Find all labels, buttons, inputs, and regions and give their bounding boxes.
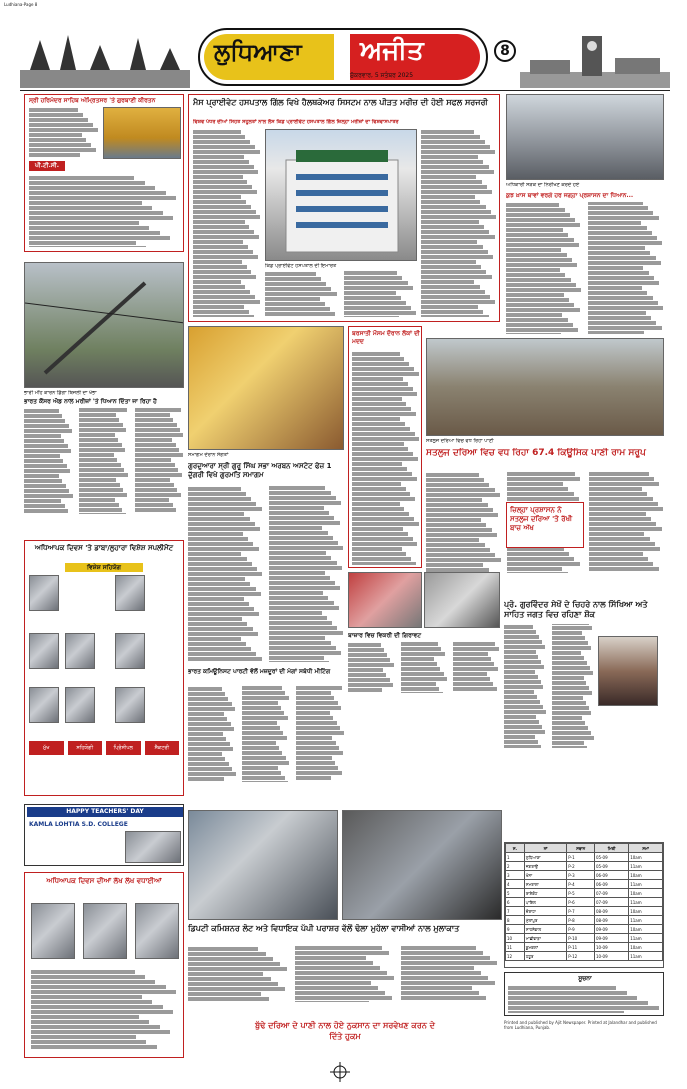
table-header-row xyxy=(506,844,663,853)
table-cell: 11am xyxy=(629,916,663,925)
table-cell: 10am xyxy=(629,943,663,952)
masthead-right-illustration xyxy=(520,30,670,88)
college-photo xyxy=(125,831,181,863)
bottom-headline: ਬੁੱਢੇ ਦਰਿਆ ਦੇ ਪਾਣੀ ਨਾਲ ਹੋਏ ਨੁਕਸਾਨ ਦਾ ਸਰਵੇਖਣ ਕਰਨ ਦੇ ਦਿੱਤੇ ਹੁਕਮ xyxy=(255,1021,435,1041)
pole-caption: ਭਾਰੀ ਮੀਂਹ ਕਾਰਨ ਡਿੱਗਾ ਬਿਜਲੀ ਦਾ ਖੰਭਾ xyxy=(24,390,97,396)
gurmat-headline: ਗੁਰਦੁਆਰਾ ਸ੍ਰੀ ਗੁਰੂ ਸਿੰਘ ਸਭਾ ਅਰਬਨ ਅਸਟੇਟ ਫੇਜ਼ 1 ਦੁੱਗਰੀ ਵਿਖੇ ਗੁਰਮਤਿ ਸਮਾਗਮ xyxy=(188,462,332,479)
table-row xyxy=(506,916,663,925)
lead-body-right xyxy=(421,129,497,317)
table-cell: 09-09 xyxy=(595,934,629,943)
table-cell: P-1 xyxy=(567,853,595,862)
table-cell: 11am xyxy=(629,898,663,907)
table-cell: 06-09 xyxy=(595,880,629,889)
deputy-photo-1 xyxy=(188,810,338,920)
masthead-title-box xyxy=(198,28,488,86)
table-row xyxy=(506,952,663,961)
table-row xyxy=(506,880,663,889)
portrait-5 xyxy=(115,633,145,669)
schedule-table xyxy=(505,843,663,961)
officials-photo xyxy=(506,94,664,180)
deputy-headline: ਡਿਪਟੀ ਕਮਿਸ਼ਨਰ ਲੋਟ ਅਤੇ ਵਿਧਾਇਕ ਪੱਪੀ ਪਰਾਸ਼ਰ ਵੱਲੋਂ ਢੋਲਾ ਮੁਹੱਲਾ ਵਾਸੀਆਂ ਨਾਲ ਮੁਲਾਕਾਤ xyxy=(188,924,460,933)
table-cell: 11 xyxy=(506,943,525,952)
table-cell: P-6 xyxy=(567,898,595,907)
deputy-photo-2 xyxy=(342,810,502,920)
lead-body-bottom xyxy=(265,271,417,317)
table-row xyxy=(506,934,663,943)
portrait-1 xyxy=(29,575,59,611)
officials-headline: ਕੁਝ ਖ਼ਾਸ ਥਾਵਾਂ ਵਰਗੇ ਹਰ ਜਗ੍ਹਾ ਪ੍ਰਸ਼ਾਸਨ ਦਾ ਧਿਆਨ... xyxy=(506,192,634,199)
table-cell: P-8 xyxy=(567,916,595,925)
lead-subhead: ਵਿਸ਼ਵ ਪੱਧਰ ਦੀਆਂ ਸਿਹਤ ਸਹੂਲਤਾਂ ਨਾਲ ਲੈਸ ਕਿਡ ਪ੍ਰਾਈਵੇਟ ਹਸਪਤਾਲ ਗਿੱਲ ਜ਼ਿਲ੍ਹਾ ਮਰੀਜ਼ਾਂ ਦਾ ਵਿਸ਼ਵਾਸਪਾਤਰ xyxy=(193,119,399,125)
golden-temple-photo xyxy=(103,107,181,159)
market-photo-1 xyxy=(348,572,422,628)
flood-sidebar-headline: ਬਰਸਾਤੀ ਮੌਸਮ ਦੌਰਾਨ ਲੋਕਾਂ ਦੀ ਮਦਦ xyxy=(352,330,420,345)
masthead-date: ਸ਼ੁੱਕਰਵਾਰ, 5 ਸਤੰਬਰ 2025 xyxy=(350,72,414,79)
table-cell: 10-09 xyxy=(595,943,629,952)
officials-body xyxy=(506,202,664,334)
lead-body-left xyxy=(193,129,261,317)
golden-temple-schedule xyxy=(29,175,179,247)
supplement-tile: ਪ੍ਰਿੰਸੀਪਲ xyxy=(106,741,141,755)
table-cell: ਹਠੂਰ xyxy=(524,952,566,961)
golden-temple-headline: ਸ੍ਰੀ ਹਰਿਮੰਦਰ ਸਾਹਿਬ ਅੰਮ੍ਰਿਤਸਰ 'ਤੇ ਗੁਰਬਾਣੀ ਕੀਰਤਨ xyxy=(29,97,156,104)
table-row xyxy=(506,907,663,916)
table-cell: 8 xyxy=(506,916,525,925)
table-cell: P-10 xyxy=(567,934,595,943)
table-row xyxy=(506,943,663,952)
admin-box-text: ਜ਼ਿਲ੍ਹਾ ਪ੍ਰਸ਼ਾਸਨ ਨੇ ਸਤਲੁਜ ਦਰਿਆ 'ਤੇ ਰੱਖੀ ਬਾਜ਼ ਅੱਖ xyxy=(510,506,573,532)
coaching-portrait-1 xyxy=(31,903,75,959)
page-number: 8 xyxy=(494,40,516,62)
schedule-table-box xyxy=(504,842,664,968)
registration-mark xyxy=(330,1062,350,1082)
pole-headline: ਭਾਰਤ ਕੈਂਸਰ ਐਡ ਨਾਲ ਮਰੀਜ਼ਾਂ 'ਤੇ ਧਿਆਨ ਦਿੱਤਾ ਜਾ ਰਿਹਾ ਹੈ xyxy=(24,398,157,405)
portrait-3 xyxy=(29,633,59,669)
supplement-tile: ਮੁੱਖ xyxy=(29,741,64,755)
supplement-title: ਅਧਿਆਪਕ ਦਿਵਸ 'ਤੇ ਡਾਬਾ/ਲੁਹਾਰਾ ਵਿਸ਼ੇਸ਼ ਸਪਲੀਮੈਂਟ xyxy=(34,544,174,552)
table-cell: 11am xyxy=(629,862,663,871)
market-body xyxy=(348,642,500,702)
table-cell: 11am xyxy=(629,952,663,961)
table-cell: ਪਾਇਲ xyxy=(524,898,566,907)
table-row xyxy=(506,853,663,862)
golden-temple-box xyxy=(24,94,184,252)
satluj-headline: ਸਤਲੁਜ ਦਰਿਆ ਵਿਚ ਵਧ ਰਿਹਾ 67.4 ਕਿਊਸਿਕ ਪਾਣੀ ਰਾਮ ਸਰੂਪ xyxy=(426,448,646,458)
teachers-headline: ਪ੍ਰੋ. ਗੁਰਵਿੰਦਰ ਸੇਖੋਂ ਦੇ ਚਿਹਰੇ ਨਾਲ ਸਿੱਖਿਆ ਅਤੇ ਸਾਹਿਤ ਜਗਤ ਵਿਚ ਰਹਿਣਾ ਸ਼ੌਕ xyxy=(504,600,648,619)
table-cell: ਸਾਹਨੇਵਾਲ xyxy=(524,925,566,934)
coaching-details xyxy=(31,969,179,1049)
table-header-cell: ਸ. xyxy=(506,844,525,853)
table-cell: P-11 xyxy=(567,943,595,952)
flood-sidebar-body xyxy=(352,351,420,565)
college-ad xyxy=(24,804,184,866)
table-cell: 05-09 xyxy=(595,862,629,871)
college-banner: HAPPY TEACHERS' DAY xyxy=(27,807,183,817)
table-cell: 06-09 xyxy=(595,871,629,880)
clock-tower-icon xyxy=(520,30,670,88)
hospital-photo xyxy=(265,129,417,261)
committee-body xyxy=(188,686,344,804)
masthead-rule xyxy=(20,90,670,91)
gurmat-body xyxy=(188,486,344,662)
satluj-caption: ਸਤਲੁਜ ਦਰਿਆ ਵਿਚ ਵਧ ਰਿਹਾ ਪਾਣੀ xyxy=(426,438,494,444)
table-cell: 11am xyxy=(629,880,663,889)
table-cell: ਖੰਨਾ xyxy=(524,871,566,880)
table-cell: ਲੁਧਿਆਣਾ xyxy=(524,853,566,862)
table-header-cell: ਮਿਤੀ xyxy=(595,844,629,853)
committee-headline: ਭਾਰਤ ਕਮਿਊਨਿਸਟ ਪਾਰਟੀ ਵੱਲੋਂ ਮਜ਼ਦੂਰਾਂ ਦੀ ਮੰਗਾਂ ਸਬੰਧੀ ਮੀਟਿੰਗ xyxy=(188,668,331,675)
table-cell: 08-09 xyxy=(595,916,629,925)
table-cell: 07-09 xyxy=(595,898,629,907)
table-cell: 10-09 xyxy=(595,952,629,961)
teachers-body xyxy=(504,624,594,748)
electric-pole-icon xyxy=(25,263,184,388)
coaching-portrait-3 xyxy=(135,903,179,959)
print-slug: Ludhiana-Page 8 xyxy=(4,2,38,7)
table-cell: 07-09 xyxy=(595,889,629,898)
table-header-cell: ਸਥਾਨ xyxy=(567,844,595,853)
lead-story-box xyxy=(188,94,500,322)
table-row xyxy=(506,862,663,871)
coaching-portrait-2 xyxy=(83,903,127,959)
table-cell: ਦੋਰਾਹਾ xyxy=(524,907,566,916)
table-cell: P-7 xyxy=(567,907,595,916)
portrait-4 xyxy=(65,633,95,669)
imprint: Printed and published by Ajit Newspaper. Printed at Jalandhar and published from Ludhiana, Punjab. xyxy=(504,1020,657,1030)
table-cell: 05-09 xyxy=(595,853,629,862)
hospital-building-icon xyxy=(266,130,417,261)
table-cell: 10 xyxy=(506,934,525,943)
admin-box xyxy=(506,502,584,548)
hospital-caption: ਕਿਡ ਪ੍ਰਾਈਵੇਟ ਹਸਪਤਾਲ ਦੀ ਇਮਾਰਤ xyxy=(265,263,337,269)
masthead-brand: ਅਜੀਤ xyxy=(360,36,424,66)
table-cell: ਸਮਰਾਲਾ xyxy=(524,880,566,889)
supplement-tiles xyxy=(29,741,179,755)
table-cell: 09-09 xyxy=(595,925,629,934)
table-cell: 10am xyxy=(629,889,663,898)
teachers-supplement-ad xyxy=(24,540,184,796)
table-cell: ਮੁੱਲਾਂਪੁਰ xyxy=(524,916,566,925)
supplement-tile: ਸੈਕਟਰੀ xyxy=(145,741,180,755)
satluj-photo xyxy=(426,338,664,436)
portrait-8 xyxy=(115,687,145,723)
table-cell: ਰਾਏਕੋਟ xyxy=(524,889,566,898)
table-cell: P-3 xyxy=(567,871,595,880)
notice-body xyxy=(508,985,662,1013)
table-cell: 4 xyxy=(506,880,525,889)
table-cell: 10am xyxy=(629,853,663,862)
masthead-left-illustration xyxy=(20,30,190,88)
table-cell: 5 xyxy=(506,889,525,898)
monument-statues-icon xyxy=(20,30,190,88)
table-row xyxy=(506,871,663,880)
table-cell: 7 xyxy=(506,907,525,916)
crosshair-icon xyxy=(330,1062,350,1082)
table-cell: 9 xyxy=(506,925,525,934)
coaching-ad xyxy=(24,872,184,1058)
table-row xyxy=(506,889,663,898)
deputy-body xyxy=(188,946,502,1012)
table-cell: P-4 xyxy=(567,880,595,889)
gurmat-photo xyxy=(188,326,344,450)
table-cell: 08-09 xyxy=(595,907,629,916)
table-cell: ਮਾਛੀਵਾੜਾ xyxy=(524,934,566,943)
table-cell: 1 xyxy=(506,853,525,862)
market-headline: ਬਾਜ਼ਾਰ ਵਿਚ ਵਿਕਰੀ ਦੀ ਗਿਰਾਵਟ xyxy=(348,632,422,639)
flood-sidebar xyxy=(348,326,422,568)
table-row xyxy=(506,925,663,934)
notice-box xyxy=(504,972,664,1016)
professor-portrait xyxy=(598,636,658,706)
table-cell: 10am xyxy=(629,871,663,880)
table-cell: P-12 xyxy=(567,952,595,961)
notice-title: ਸੂਚਨਾ xyxy=(578,975,592,982)
supplement-tile: ਸਹਿਯੋਗੀ xyxy=(68,741,103,755)
supplement-subtitle: ਵਿਸ਼ੇਸ਼ ਸਹਿਯੋਗ xyxy=(65,563,143,572)
table-cell: P-5 xyxy=(567,889,595,898)
table-cell: 10am xyxy=(629,925,663,934)
pole-body xyxy=(24,408,184,536)
gurmat-caption: ਸਮਾਗਮ ਦੌਰਾਨ ਸੰਗਤਾਂ xyxy=(188,452,229,458)
table-row xyxy=(506,898,663,907)
officials-caption: ਅਧਿਕਾਰੀ ਸੜਕ ਦਾ ਨਿਰੀਖਣ ਕਰਦੇ ਹੋਏ xyxy=(506,182,580,188)
pole-photo xyxy=(24,262,184,388)
ptc-tag: ਪੀ.ਟੀ.ਸੀ. xyxy=(29,161,65,171)
college-name: KAMLA LOHTIA S.D. COLLEGE xyxy=(29,821,128,828)
table-cell: 11am xyxy=(629,934,663,943)
table-cell: 12 xyxy=(506,952,525,961)
coaching-title: ਅਧਿਆਪਕ ਦਿਵਸ ਦੀਆਂ ਲੱਖ ਲੱਖ ਵਧਾਈਆਂ xyxy=(46,877,162,885)
table-cell: P-9 xyxy=(567,925,595,934)
table-cell: 10am xyxy=(629,907,663,916)
golden-temple-text xyxy=(29,107,99,157)
table-cell: 6 xyxy=(506,898,525,907)
table-cell: ਕੂਮਕਲਾਂ xyxy=(524,943,566,952)
portrait-2 xyxy=(115,575,145,611)
lead-headline: ਮੈਸ ਪ੍ਰਾਈਵੇਟ ਹਸਪਤਾਲ ਗਿੱਲ ਵਿਖੇ ਹੈਲਥਕੇਅਰ ਸਿਸਟਮ ਨਾਲ ਪੀੜਤ ਮਰੀਜ਼ ਦੀ ਹੋਈ ਸਫਲ ਸਰਜਰੀ xyxy=(193,98,488,107)
table-cell: 2 xyxy=(506,862,525,871)
table-cell: P-2 xyxy=(567,862,595,871)
table-header-cell: ਨਾਂ xyxy=(524,844,566,853)
masthead-city: ਲੁਧਿਆਣਾ xyxy=(214,38,302,66)
table-header-cell: ਸਮਾਂ xyxy=(629,844,663,853)
table-cell: 3 xyxy=(506,871,525,880)
table-cell: ਜਗਰਾਉਂ xyxy=(524,862,566,871)
portrait-6 xyxy=(29,687,59,723)
portrait-7 xyxy=(65,687,95,723)
